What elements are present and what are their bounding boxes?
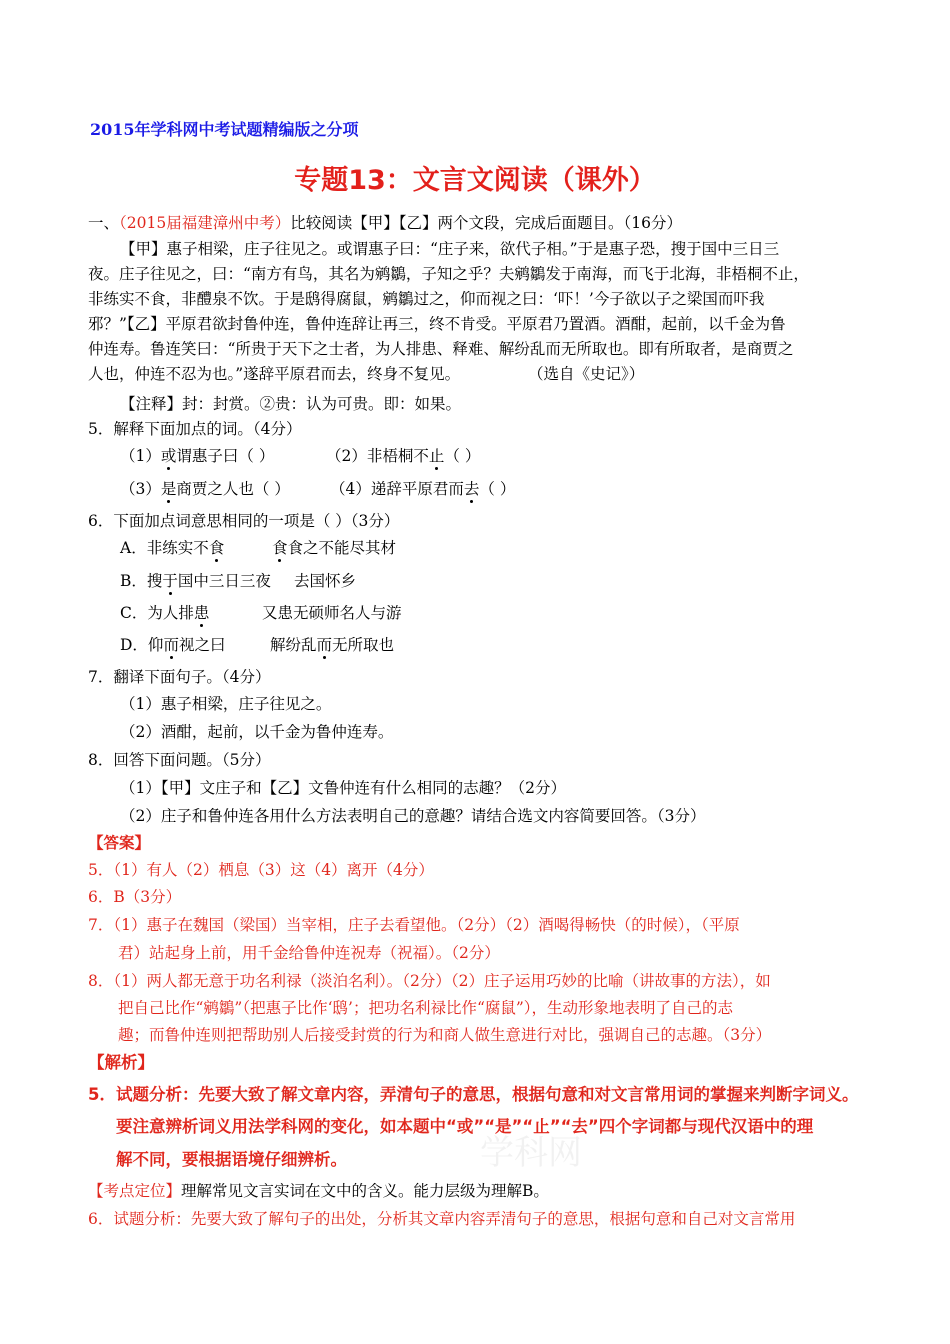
key-point-label: 【考点定位】 [88, 1182, 182, 1200]
analysis-5-line: 要注意辨析词义用法学科网的变化，如本题中“或”“是”“止”“去”四个字词都与现代汉语中的理 [116, 1117, 814, 1136]
passage-line: 夜。庄子往见之，曰：“南方有鸟，其名为鹓鶵，子知之乎？夫鹓鶵发于南海，而飞于北海，非梧桐不止， [88, 265, 809, 283]
answer-5: 5．（1）有人（2）栖息（3）这（4）离开（4分） [88, 861, 434, 879]
q6-option-a: A．非练实不食 [120, 539, 225, 557]
q6-option-c: C．为人排患 [120, 604, 210, 622]
passage-line: 【甲】惠子相梁，庄子往见之。或谓惠子曰：“庄子来，欲代子相。”于是惠子恐，搜于国中三日三 [120, 240, 780, 258]
q8-sub-2: （2）庄子和鲁仲连各用什么方法表明自己的意趣？请结合选文内容简要回答。（3分） [120, 807, 706, 825]
question-8-stem: 8．回答下面问题。（5分） [88, 751, 271, 769]
analysis-label: 【解析】 [88, 1053, 154, 1072]
series-header: 2015年学科网中考试题精编版之分项 [90, 120, 359, 139]
q6-option-d-compare: 解纷乱而无所取也 [270, 636, 395, 654]
question-6-stem: 6．下面加点词意思相同的一项是（ ）（3分） [88, 512, 400, 530]
q6-option-d: D．仰而视之曰 [120, 636, 226, 654]
answer-6: 6．B（3分） [88, 888, 182, 906]
q5-item-1: （1）或谓惠子曰（ ） [120, 447, 275, 465]
q6-option-a-compare: 食食之不能尽其材 [272, 539, 397, 557]
question-1-heading [88, 212, 682, 234]
analysis-5-line: 5．试题分析：先要大致了解文章内容，弄清句子的意思，根据句意和对文言常用词的掌握来判断字词义。 [88, 1085, 859, 1104]
question-7-stem: 7．翻译下面句子。（4分） [88, 668, 271, 686]
answer-label: 【答案】 [88, 833, 151, 852]
annotation-note: 【注释】封：封赏。②贵：认为可贵。即：如果。 [120, 395, 462, 413]
question-source: （2015届福建漳州中考） [119, 214, 291, 232]
q7-sentence-1: （1）惠子相梁，庄子往见之。 [120, 695, 332, 713]
question-5-stem: 5．解释下面加点的词。（4分） [88, 420, 302, 438]
q5-item-3: （3）是商贾之人也（ ） [120, 480, 290, 498]
answer-8-cont: 趣；而鲁仲连则把帮助别人后接受封赏的行为和商人做生意进行对比，强调自己的志趣。（3分） [118, 1026, 772, 1044]
q7-sentence-2: （2）酒酣，起前，以千金为鲁仲连寿。 [120, 723, 394, 741]
q6-option-b-compare: 去国怀乡 [294, 572, 357, 590]
question-prompt: 比较阅读【甲】【乙】两个文段，完成后面题目。（16分） [290, 214, 682, 232]
q6-option-b: B．搜于国中三日三夜 [120, 572, 271, 590]
passage-line: 人也，仲连不忍为也。”遂辞平原君而去，终身不复见。 [88, 365, 461, 383]
passage-source: （选自《史记》） [528, 365, 645, 383]
answer-8: 8．（1）两人都无意于功名利禄（淡泊名利）。（2分）（2）庄子运用巧妙的比喻（讲故事的方法），如 [88, 972, 771, 990]
answer-7: 7．（1）惠子在魏国（梁国）当宰相，庄子去看望他。（2分）（2）酒喝得畅快（的时候），（平原 [88, 916, 740, 934]
q5-item-2: （2）非梧桐不止（ ） [326, 447, 481, 465]
q6-option-c-compare: 又患无硕师名人与游 [262, 604, 402, 622]
key-point-text: 理解常见文言实词在文中的含义。能力层级为理解B。 [181, 1182, 549, 1200]
passage-line: 仲连寿。鲁连笑曰：“所贵于天下之士者，为人排患、释难、解纷乱而无所取也。即有所取者，是商贾之 [88, 340, 794, 358]
analysis-5-line: 解不同，要根据语境仔细辨析。 [116, 1150, 347, 1169]
answer-8-cont: 把自己比作“鹓鶵”（把惠子比作‘鸱’；把功名利禄比作“腐鼠”），生动形象地表明了自己的志 [118, 999, 734, 1017]
watermark: 学科网 [480, 1133, 582, 1173]
passage-line: 邪？”【乙】平原君欲封鲁仲连，鲁仲连辞让再三，终不肯受。平原君乃置酒。酒酣，起前，以千金为鲁 [88, 315, 786, 333]
q8-sub-1: （1）【甲】文庄子和【乙】文鲁仲连有什么相同的志趣？（2分） [120, 779, 566, 797]
answer-7-cont: 君）站起身上前，用千金给鲁仲连祝寿（祝福）。（2分） [118, 944, 500, 962]
question-number: 一、 [88, 214, 120, 232]
q5-item-4: （4）递辞平原君而去（ ） [330, 480, 516, 498]
analysis-6-line: 6．试题分析：先要大致了解句子的出处，分析其文章内容弄清句子的意思，根据句意和自己对文言常用 [88, 1210, 796, 1228]
passage-line: 非练实不食，非醴泉不饮。于是鸱得腐鼠，鹓鶵过之，仰而视之曰：‘吓！’今子欲以子之梁国而吓我 [88, 290, 765, 308]
key-point [88, 1180, 549, 1202]
page-title: 专题13：文言文阅读（课外） [294, 165, 656, 196]
